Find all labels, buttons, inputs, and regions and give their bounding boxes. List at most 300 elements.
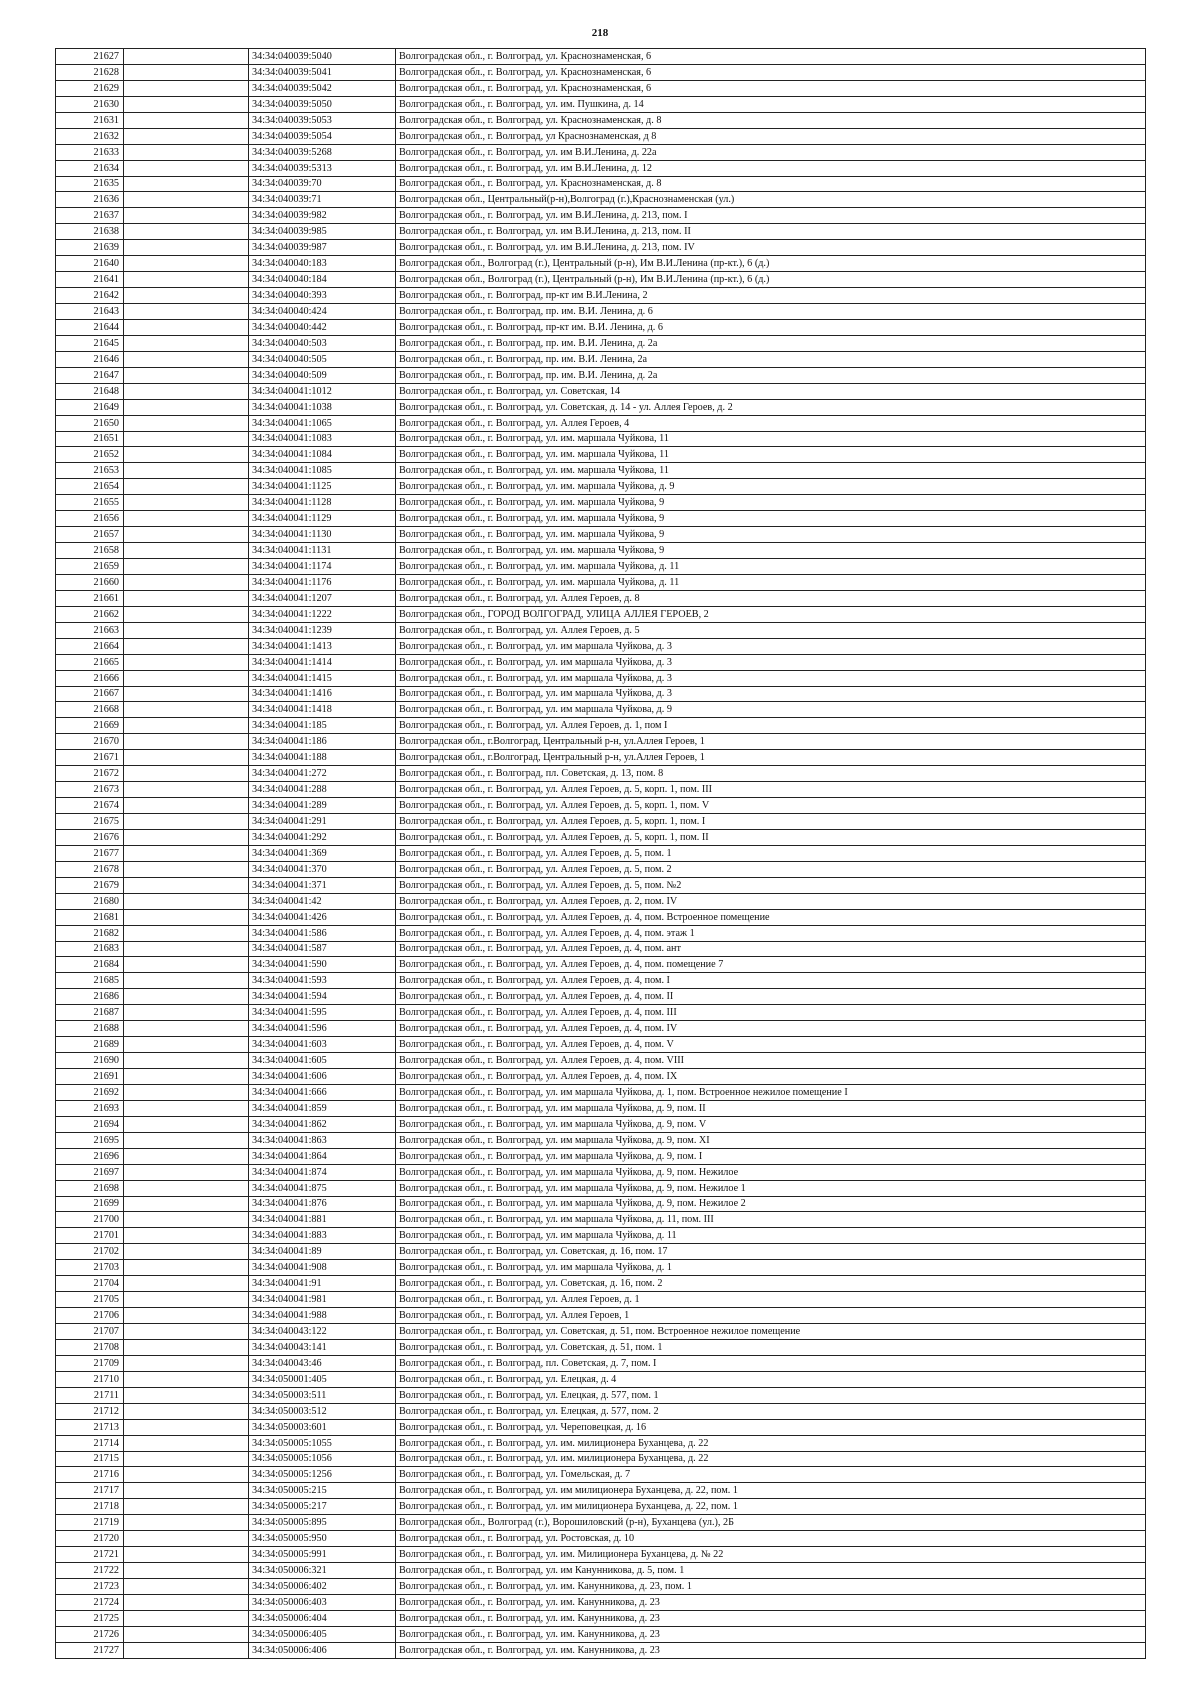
cadastral-number: 34:34:050006:321: [249, 1563, 396, 1579]
table-row: [56, 511, 1146, 527]
row-number: 21676: [56, 829, 124, 845]
address: Волгоградская обл., г.Волгоград, Центральный р-н, ул.Аллея Героев, 1: [396, 750, 1146, 766]
table-row: [56, 1435, 1146, 1451]
table-row: [56, 1244, 1146, 1260]
row-number: 21700: [56, 1212, 124, 1228]
row-number: 21629: [56, 80, 124, 96]
empty-cell: [124, 1180, 249, 1196]
address: Волгоградская обл., г. Волгоград, ул. им маршала Чуйкова, д. 9, пом. Нежилое: [396, 1164, 1146, 1180]
row-number: 21654: [56, 479, 124, 495]
address: Волгоградская обл., г. Волгоград, ул. Аллея Героев, 1: [396, 1308, 1146, 1324]
empty-cell: [124, 543, 249, 559]
row-number: 21678: [56, 861, 124, 877]
table-row: [56, 1021, 1146, 1037]
empty-cell: [124, 957, 249, 973]
table-row: [56, 495, 1146, 511]
row-number: 21627: [56, 49, 124, 65]
table-row: [56, 49, 1146, 65]
table-row: [56, 1100, 1146, 1116]
address: Волгоградская обл., г. Волгоград, ул. Елецкая, д. 577, пом. 2: [396, 1403, 1146, 1419]
empty-cell: [124, 128, 249, 144]
cadastral-number: 34:34:040043:122: [249, 1324, 396, 1340]
cadastral-number: 34:34:040041:1131: [249, 543, 396, 559]
cadastral-number: 34:34:050001:405: [249, 1371, 396, 1387]
address: Волгоградская обл., г. Волгоград, ул. Краснознаменская, 6: [396, 64, 1146, 80]
empty-cell: [124, 1276, 249, 1292]
table-row: [56, 1547, 1146, 1563]
address: Волгоградская обл., г. Волгоград, ул. им маршала Чуйкова, д. 9, пом. Нежилое 1: [396, 1180, 1146, 1196]
cadastral-number: 34:34:040039:5040: [249, 49, 396, 65]
empty-cell: [124, 606, 249, 622]
table-row: [56, 1228, 1146, 1244]
row-number: 21687: [56, 1005, 124, 1021]
address: Волгоградская обл., г. Волгоград, ул. Аллея Героев, д. 4, пом. I: [396, 973, 1146, 989]
table-row: [56, 973, 1146, 989]
cadastral-number: 34:34:040039:5313: [249, 160, 396, 176]
address: Волгоградская обл., г. Волгоград, ул. Аллея Героев, д. 5, пом. 1: [396, 845, 1146, 861]
cadastral-number: 34:34:050003:512: [249, 1403, 396, 1419]
table-row: [56, 240, 1146, 256]
address: Волгоградская обл., г. Волгоград, ул. Аллея Героев, д. 4, пом. ант: [396, 941, 1146, 957]
empty-cell: [124, 1451, 249, 1467]
cadastral-number: 34:34:040041:590: [249, 957, 396, 973]
row-number: 21659: [56, 559, 124, 575]
address: Волгоградская обл., г. Волгоград, пр. им. В.И. Ленина, д. 6: [396, 304, 1146, 320]
address: Волгоградская обл., г. Волгоград, ул. Аллея Героев, д. 4, пом. IX: [396, 1069, 1146, 1085]
empty-cell: [124, 304, 249, 320]
table-row: [56, 829, 1146, 845]
empty-cell: [124, 288, 249, 304]
cadastral-number: 34:34:040041:1174: [249, 559, 396, 575]
cadastral-number: 34:34:040041:881: [249, 1212, 396, 1228]
table-row: [56, 782, 1146, 798]
empty-cell: [124, 622, 249, 638]
cadastral-number: 34:34:040041:371: [249, 877, 396, 893]
address: Волгоградская обл., г. Волгоград, ул. Аллея Героев, д. 4, пом. III: [396, 1005, 1146, 1021]
empty-cell: [124, 734, 249, 750]
address: Волгоградская обл., г. Волгоград, ул. Аллея Героев, д. 2, пом. IV: [396, 893, 1146, 909]
cadastral-number: 34:34:040041:876: [249, 1196, 396, 1212]
address: Волгоградская обл., г. Волгоград, ул. им. маршала Чуйкова, 9: [396, 527, 1146, 543]
address: Волгоградская обл., г.Волгоград, Центральный р-н, ул.Аллея Героев, 1: [396, 734, 1146, 750]
cadastral-number: 34:34:050006:403: [249, 1594, 396, 1610]
address: Волгоградская обл., г. Волгоград, ул. им. маршала Чуйкова, д. 11: [396, 559, 1146, 575]
address: Волгоградская обл., г. Волгоград, пр-кт им В.И.Ленина, 2: [396, 288, 1146, 304]
cadastral-number: 34:34:040041:593: [249, 973, 396, 989]
row-number: 21718: [56, 1499, 124, 1515]
table-row: [56, 877, 1146, 893]
cadastral-number: 34:34:040041:1413: [249, 638, 396, 654]
empty-cell: [124, 909, 249, 925]
row-number: 21692: [56, 1084, 124, 1100]
empty-cell: [124, 1164, 249, 1180]
table-row: [56, 1403, 1146, 1419]
empty-cell: [124, 718, 249, 734]
empty-cell: [124, 1594, 249, 1610]
empty-cell: [124, 399, 249, 415]
cadastral-number: 34:34:040041:862: [249, 1116, 396, 1132]
empty-cell: [124, 590, 249, 606]
cadastral-number: 34:34:040041:1130: [249, 527, 396, 543]
row-number: 21644: [56, 319, 124, 335]
cadastral-number: 34:34:040041:186: [249, 734, 396, 750]
address: Волгоградская обл., г. Волгоград, ул. им. маршала Чуйкова, 9: [396, 511, 1146, 527]
table-row: [56, 670, 1146, 686]
empty-cell: [124, 479, 249, 495]
row-number: 21723: [56, 1579, 124, 1595]
cadastral-number: 34:34:050005:950: [249, 1531, 396, 1547]
table-row: [56, 893, 1146, 909]
table-row: [56, 574, 1146, 590]
row-number: 21688: [56, 1021, 124, 1037]
table-row: [56, 304, 1146, 320]
empty-cell: [124, 96, 249, 112]
address: Волгоградская обл., г. Волгоград, ул. им В.И.Ленина, д. 213, пом. II: [396, 224, 1146, 240]
table-row: [56, 654, 1146, 670]
row-number: 21725: [56, 1610, 124, 1626]
table-row: [56, 351, 1146, 367]
cadastral-number: 34:34:040041:1085: [249, 463, 396, 479]
address: Волгоградская обл., г. Волгоград, ул. Краснознаменская, 6: [396, 49, 1146, 65]
table-row: [56, 1308, 1146, 1324]
cadastral-number: 34:34:040041:606: [249, 1069, 396, 1085]
address: Волгоградская обл., г. Волгоград, пр-кт им. В.И. Ленина, д. 6: [396, 319, 1146, 335]
address: Волгоградская обл., г. Волгоград, ул. им маршала Чуйкова, д. 3: [396, 670, 1146, 686]
table-row: [56, 80, 1146, 96]
table-row: [56, 112, 1146, 128]
table-row: [56, 272, 1146, 288]
cadastral-number: 34:34:040041:292: [249, 829, 396, 845]
table-row: [56, 1339, 1146, 1355]
address: Волгоградская обл., г. Волгоград, ул. Краснознаменская, д. 8: [396, 176, 1146, 192]
row-number: 21674: [56, 798, 124, 814]
empty-cell: [124, 431, 249, 447]
address: Волгоградская обл., г. Волгоград, ул. им. маршала Чуйкова, 9: [396, 543, 1146, 559]
address: Волгоградская обл., г. Волгоград, ул. Гомельская, д. 7: [396, 1467, 1146, 1483]
row-number: 21711: [56, 1387, 124, 1403]
table-row: [56, 638, 1146, 654]
table-row: [56, 845, 1146, 861]
cadastral-number: 34:34:040040:424: [249, 304, 396, 320]
row-number: 21681: [56, 909, 124, 925]
cadastral-number: 34:34:040039:70: [249, 176, 396, 192]
table-row: [56, 1037, 1146, 1053]
empty-cell: [124, 1483, 249, 1499]
empty-cell: [124, 240, 249, 256]
table-row: [56, 750, 1146, 766]
address: Волгоградская обл., г. Волгоград, ул Краснознаменская, д 8: [396, 128, 1146, 144]
row-number: 21695: [56, 1132, 124, 1148]
empty-cell: [124, 1531, 249, 1547]
address: Волгоградская обл., г. Волгоград, ул. им. маршала Чуйкова, 11: [396, 447, 1146, 463]
cadastral-number: 34:34:050005:895: [249, 1515, 396, 1531]
address: Волгоградская обл., г. Волгоград, ул. им. маршала Чуйкова, 9: [396, 495, 1146, 511]
row-number: 21672: [56, 766, 124, 782]
table-row: [56, 702, 1146, 718]
row-number: 21679: [56, 877, 124, 893]
cadastral-number: 34:34:050005:1256: [249, 1467, 396, 1483]
row-number: 21703: [56, 1260, 124, 1276]
cadastral-number: 34:34:040043:46: [249, 1355, 396, 1371]
address: Волгоградская обл., г. Волгоград, ул. Советская, д. 14 - ул. Аллея Героев, д. 2: [396, 399, 1146, 415]
cadastral-number: 34:34:040041:1084: [249, 447, 396, 463]
cadastral-number: 34:34:050006:405: [249, 1626, 396, 1642]
empty-cell: [124, 829, 249, 845]
empty-cell: [124, 670, 249, 686]
address: Волгоградская обл., г. Волгоград, ул. Аллея Героев, д. 8: [396, 590, 1146, 606]
empty-cell: [124, 574, 249, 590]
cadastral-number: 34:34:040041:603: [249, 1037, 396, 1053]
row-number: 21726: [56, 1626, 124, 1642]
row-number: 21673: [56, 782, 124, 798]
table-row: [56, 399, 1146, 415]
empty-cell: [124, 1324, 249, 1340]
cadastral-number: 34:34:040041:596: [249, 1021, 396, 1037]
row-number: 21665: [56, 654, 124, 670]
table-row: [56, 989, 1146, 1005]
address: Волгоградская обл., г. Волгоград, ул. Аллея Героев, д. 5, корп. 1, пом. V: [396, 798, 1146, 814]
empty-cell: [124, 750, 249, 766]
cadastral-number: 34:34:040041:883: [249, 1228, 396, 1244]
table-row: [56, 606, 1146, 622]
row-number: 21661: [56, 590, 124, 606]
empty-cell: [124, 638, 249, 654]
cadastral-number: 34:34:040041:859: [249, 1100, 396, 1116]
address: Волгоградская обл., Волгоград (г.), Центральный (р-н), Им В.И.Ленина (пр-кт.), 6 (д.): [396, 256, 1146, 272]
address: Волгоградская обл., г. Волгоград, ул. им маршала Чуйкова, д. 9, пом. V: [396, 1116, 1146, 1132]
row-number: 21648: [56, 383, 124, 399]
table-row: [56, 128, 1146, 144]
empty-cell: [124, 654, 249, 670]
table-row: [56, 256, 1146, 272]
address: Волгоградская обл., г. Волгоград, ул. Аллея Героев, д. 5, корп. 1, пом. I: [396, 814, 1146, 830]
table-row: [56, 861, 1146, 877]
address: Волгоградская обл., г. Волгоград, ул. им Канунникова, д. 5, пом. 1: [396, 1563, 1146, 1579]
table-row: [56, 463, 1146, 479]
row-number: 21663: [56, 622, 124, 638]
address: Волгоградская обл., г. Волгоград, ул. Аллея Героев, д. 5, пом. 2: [396, 861, 1146, 877]
empty-cell: [124, 1339, 249, 1355]
table-row: [56, 766, 1146, 782]
empty-cell: [124, 1069, 249, 1085]
empty-cell: [124, 335, 249, 351]
address: Волгоградская обл., г. Волгоград, ул. им маршала Чуйкова, д. 9, пом. II: [396, 1100, 1146, 1116]
table-row: [56, 686, 1146, 702]
empty-cell: [124, 1355, 249, 1371]
empty-cell: [124, 1403, 249, 1419]
cadastral-number: 34:34:040039:5041: [249, 64, 396, 80]
table-row: [56, 1610, 1146, 1626]
cadastral-number: 34:34:040039:5053: [249, 112, 396, 128]
empty-cell: [124, 527, 249, 543]
table-row: [56, 734, 1146, 750]
empty-cell: [124, 893, 249, 909]
empty-cell: [124, 845, 249, 861]
table-row: [56, 224, 1146, 240]
cadastral-number: 34:34:040041:289: [249, 798, 396, 814]
table-row: [56, 160, 1146, 176]
empty-cell: [124, 1435, 249, 1451]
address: Волгоградская обл., г. Волгоград, ул. им. маршала Чуйкова, 11: [396, 431, 1146, 447]
row-number: 21699: [56, 1196, 124, 1212]
address: Волгоградская обл., г. Волгоград, ул. им маршала Чуйкова, д. 9: [396, 702, 1146, 718]
address: Волгоградская обл., г. Волгоград, ул. Аллея Героев, д. 4, пом. помещение 7: [396, 957, 1146, 973]
empty-cell: [124, 415, 249, 431]
address: Волгоградская обл., г. Волгоград, ул. им маршала Чуйкова, д. 9, пом. I: [396, 1148, 1146, 1164]
row-number: 21685: [56, 973, 124, 989]
row-number: 21636: [56, 192, 124, 208]
row-number: 21682: [56, 925, 124, 941]
table-row: [56, 957, 1146, 973]
table-row: [56, 288, 1146, 304]
table-row: [56, 415, 1146, 431]
empty-cell: [124, 351, 249, 367]
row-number: 21628: [56, 64, 124, 80]
cadastral-number: 34:34:040040:509: [249, 367, 396, 383]
row-number: 21686: [56, 989, 124, 1005]
table-row: [56, 1260, 1146, 1276]
table-row: [56, 479, 1146, 495]
table-row: [56, 559, 1146, 575]
cadastral-number: 34:34:040041:1414: [249, 654, 396, 670]
row-number: 21697: [56, 1164, 124, 1180]
cadastral-number: 34:34:040041:1083: [249, 431, 396, 447]
table-row: [56, 1451, 1146, 1467]
table-row: [56, 1499, 1146, 1515]
empty-cell: [124, 1626, 249, 1642]
empty-cell: [124, 1419, 249, 1435]
address: Волгоградская обл., г. Волгоград, ул. Аллея Героев, д. 4, пом. V: [396, 1037, 1146, 1053]
address: Волгоградская обл., г. Волгоград, ул. им В.И.Ленина, д. 12: [396, 160, 1146, 176]
table-row: [56, 96, 1146, 112]
empty-cell: [124, 256, 249, 272]
cadastral-number: 34:34:040041:864: [249, 1148, 396, 1164]
row-number: 21632: [56, 128, 124, 144]
row-number: 21670: [56, 734, 124, 750]
row-number: 21712: [56, 1403, 124, 1419]
address: Волгоградская обл., г. Волгоград, ул. им. маршала Чуйкова, д. 9: [396, 479, 1146, 495]
empty-cell: [124, 1005, 249, 1021]
row-number: 21653: [56, 463, 124, 479]
cadastral-number: 34:34:040039:5050: [249, 96, 396, 112]
empty-cell: [124, 112, 249, 128]
row-number: 21727: [56, 1642, 124, 1658]
empty-cell: [124, 1515, 249, 1531]
cadastral-number: 34:34:040041:1125: [249, 479, 396, 495]
cadastral-number: 34:34:040041:426: [249, 909, 396, 925]
cadastral-number: 34:34:040041:988: [249, 1308, 396, 1324]
cadastral-number: 34:34:040041:1065: [249, 415, 396, 431]
address: Волгоградская обл., Волгоград (г.), Центральный (р-н), Им В.И.Ленина (пр-кт.), 6 (д.): [396, 272, 1146, 288]
cadastral-number: 34:34:040039:5268: [249, 144, 396, 160]
cadastral-number: 34:34:040039:985: [249, 224, 396, 240]
table-row: [56, 383, 1146, 399]
empty-cell: [124, 1547, 249, 1563]
address: Волгоградская обл., г. Волгоград, ул. Череповецкая, д. 16: [396, 1419, 1146, 1435]
row-number: 21683: [56, 941, 124, 957]
table-row: [56, 1276, 1146, 1292]
row-number: 21658: [56, 543, 124, 559]
empty-cell: [124, 511, 249, 527]
empty-cell: [124, 1563, 249, 1579]
address: Волгоградская обл., г. Волгоград, ул. им маршала Чуйкова, д. 9, пом. Нежилое 2: [396, 1196, 1146, 1212]
cadastral-number: 34:34:040040:505: [249, 351, 396, 367]
table-row: [56, 543, 1146, 559]
row-number: 21660: [56, 574, 124, 590]
cadastral-number: 34:34:040040:184: [249, 272, 396, 288]
cadastral-number: 34:34:040041:91: [249, 1276, 396, 1292]
table-row: [56, 941, 1146, 957]
address: Волгоградская обл., г. Волгоград, ул. им. милиционера Буханцева, д. 22: [396, 1435, 1146, 1451]
cadastral-number: 34:34:040041:1418: [249, 702, 396, 718]
cadastral-number: 34:34:040041:42: [249, 893, 396, 909]
row-number: 21662: [56, 606, 124, 622]
row-number: 21642: [56, 288, 124, 304]
empty-cell: [124, 367, 249, 383]
cadastral-number: 34:34:040041:595: [249, 1005, 396, 1021]
cadastral-number: 34:34:040041:272: [249, 766, 396, 782]
row-number: 21640: [56, 256, 124, 272]
table-row: [56, 1355, 1146, 1371]
table-row: [56, 1069, 1146, 1085]
cadastral-number: 34:34:040041:1239: [249, 622, 396, 638]
row-number: 21698: [56, 1180, 124, 1196]
empty-cell: [124, 1308, 249, 1324]
cadastral-number: 34:34:040043:141: [249, 1339, 396, 1355]
cadastral-number: 34:34:050005:1055: [249, 1435, 396, 1451]
table-row: [56, 909, 1146, 925]
cadastral-number: 34:34:040041:1012: [249, 383, 396, 399]
address: Волгоградская обл., г. Волгоград, ул. Аллея Героев, д. 5, пом. №2: [396, 877, 1146, 893]
row-number: 21655: [56, 495, 124, 511]
cadastral-number: 34:34:040041:1416: [249, 686, 396, 702]
address: Волгоградская обл., г. Волгоград, пр. им. В.И. Ленина, д. 2а: [396, 335, 1146, 351]
table-row: [56, 1642, 1146, 1658]
cadastral-number: 34:34:040041:594: [249, 989, 396, 1005]
row-number: 21702: [56, 1244, 124, 1260]
row-number: 21708: [56, 1339, 124, 1355]
address: Волгоградская обл., г. Волгоград, ул. им маршала Чуйкова, д. 9, пом. XI: [396, 1132, 1146, 1148]
row-number: 21707: [56, 1324, 124, 1340]
row-number: 21656: [56, 511, 124, 527]
row-number: 21649: [56, 399, 124, 415]
cadastral-number: 34:34:040041:1415: [249, 670, 396, 686]
empty-cell: [124, 1212, 249, 1228]
table-row: [56, 527, 1146, 543]
table-row: [56, 1579, 1146, 1595]
cadastral-number: 34:34:040041:188: [249, 750, 396, 766]
address: Волгоградская обл., г. Волгоград, ул. им. Канунникова, д. 23, пом. 1: [396, 1579, 1146, 1595]
row-number: 21706: [56, 1308, 124, 1324]
row-number: 21668: [56, 702, 124, 718]
empty-cell: [124, 1228, 249, 1244]
address: Волгоградская обл., г. Волгоград, ул. им маршала Чуйкова, д. 1: [396, 1260, 1146, 1276]
cadastral-number: 34:34:040040:183: [249, 256, 396, 272]
empty-cell: [124, 208, 249, 224]
table-row: [56, 176, 1146, 192]
cadastral-number: 34:34:040041:586: [249, 925, 396, 941]
table-row: [56, 1483, 1146, 1499]
empty-cell: [124, 1196, 249, 1212]
table-row: [56, 1180, 1146, 1196]
empty-cell: [124, 686, 249, 702]
empty-cell: [124, 1100, 249, 1116]
empty-cell: [124, 160, 249, 176]
address: Волгоградская обл., г. Волгоград, ул. им. Милиционера Буханцева, д. № 22: [396, 1547, 1146, 1563]
address: Волгоградская обл., г. Волгоград, ул. Аллея Героев, д. 4, пом. этаж 1: [396, 925, 1146, 941]
address: Волгоградская обл., г. Волгоград, пл. Советская, д. 13, пом. 8: [396, 766, 1146, 782]
row-number: 21720: [56, 1531, 124, 1547]
